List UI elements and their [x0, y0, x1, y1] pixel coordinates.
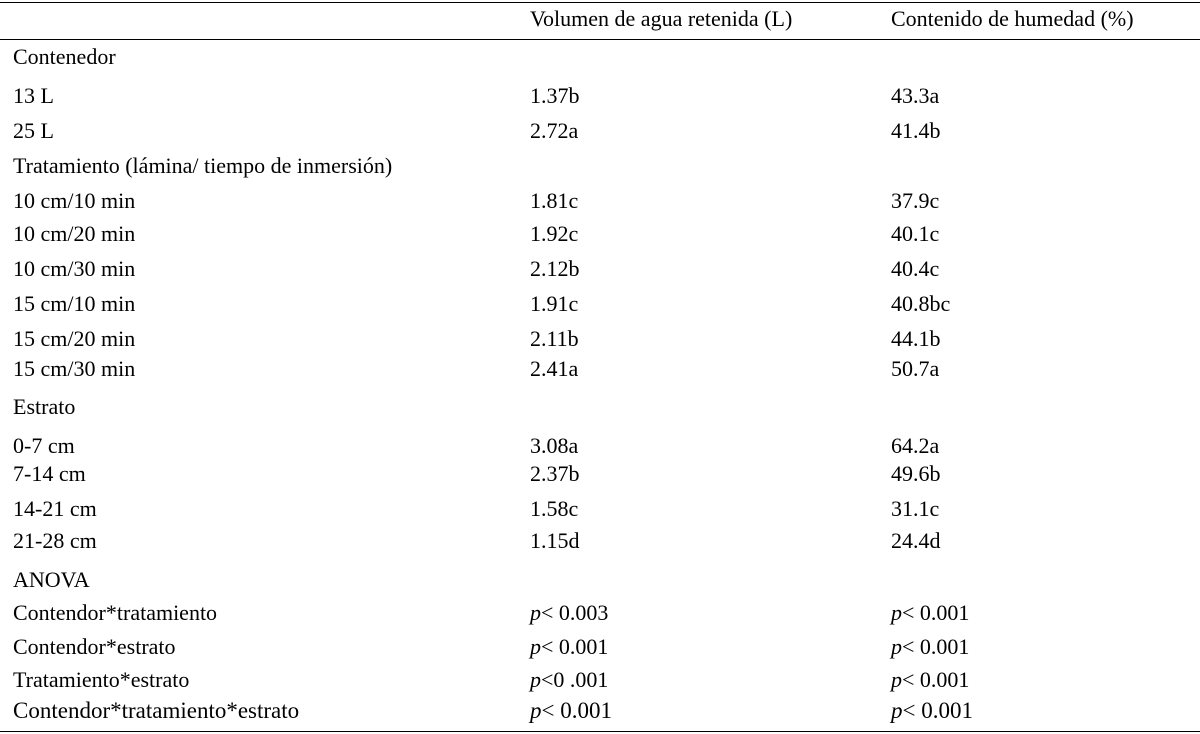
volumen-value [530, 699, 612, 723]
humedad-value: 49.6b [891, 461, 941, 486]
volumen-value [530, 635, 608, 659]
section-label: Contenedor [13, 44, 116, 69]
volumen-value: 1.15d [530, 528, 580, 553]
p-symbol: p [530, 698, 542, 723]
row-label: 14-21 cm [13, 496, 97, 521]
volumen-value: 1.92c [530, 221, 579, 246]
section-label: Estrato [13, 394, 76, 419]
p-value: < 0.001 [902, 600, 970, 625]
table-header-rule [0, 39, 1200, 40]
humedad-value: 40.4c [891, 256, 940, 281]
p-value: < 0.001 [541, 634, 609, 659]
p-symbol: p [891, 698, 903, 723]
p-value: < 0.001 [902, 634, 970, 659]
p-value: <0 .001 [541, 667, 609, 692]
humedad-value: 31.1c [891, 496, 940, 521]
p-symbol: p [530, 600, 541, 625]
row-label: Contendor*tratamiento*estrato [13, 698, 300, 723]
humedad-value: 64.2a [891, 433, 940, 458]
humedad-value [891, 635, 969, 659]
humedad-value: 37.9c [891, 188, 940, 213]
volumen-value [530, 668, 608, 692]
row-label: Tratamiento*estrato [13, 667, 190, 692]
volumen-value: 2.72a [530, 118, 579, 143]
row-label: Contendor*tratamiento [13, 600, 218, 625]
p-value: < 0.001 [541, 698, 612, 723]
volumen-value: 1.81c [530, 188, 579, 213]
p-symbol: p [891, 634, 902, 659]
p-symbol: p [891, 600, 902, 625]
humedad-value: 44.1b [891, 326, 941, 351]
p-symbol: p [530, 667, 541, 692]
p-value: < 0.001 [902, 667, 970, 692]
humedad-value: 24.4d [891, 528, 941, 553]
humedad-value [891, 668, 969, 692]
row-label: 10 cm/10 min [13, 188, 136, 213]
table-top-rule [0, 2, 1200, 3]
row-label: 10 cm/30 min [13, 256, 136, 281]
row-label: 13 L [13, 83, 54, 108]
volumen-value: 1.58c [530, 496, 579, 521]
volumen-value [530, 601, 608, 625]
volumen-value: 1.91c [530, 291, 579, 316]
row-label: 15 cm/20 min [13, 326, 136, 351]
p-symbol: p [891, 667, 902, 692]
humedad-value [891, 601, 969, 625]
humedad-value: 40.8bc [891, 291, 951, 316]
table-bottom-rule [0, 731, 1200, 732]
header-volumen-agua: Volumen de agua retenida (L) [530, 6, 793, 31]
p-symbol: p [530, 634, 541, 659]
volumen-value: 2.37b [530, 461, 580, 486]
p-value: < 0.003 [541, 600, 609, 625]
volumen-value: 1.37b [530, 83, 580, 108]
section-label: ANOVA [13, 567, 90, 592]
section-label: Tratamiento (lámina/ tiempo de inmersión) [13, 153, 393, 178]
volumen-value: 2.41a [530, 356, 579, 381]
volumen-value: 2.11b [530, 326, 579, 351]
row-label: 7-14 cm [13, 461, 86, 486]
row-label: 21-28 cm [13, 528, 97, 553]
row-label: Contendor*estrato [13, 634, 176, 659]
header-contenido-humedad: Contenido de humedad (%) [891, 6, 1134, 31]
row-label: 0-7 cm [13, 433, 75, 458]
humedad-value: 50.7a [891, 356, 940, 381]
volumen-value: 3.08a [530, 433, 579, 458]
humedad-value: 41.4b [891, 118, 941, 143]
humedad-value: 43.3a [891, 83, 940, 108]
humedad-value: 40.1c [891, 221, 940, 246]
volumen-value: 2.12b [530, 256, 580, 281]
humedad-value [891, 699, 973, 723]
row-label: 25 L [13, 118, 54, 143]
row-label: 15 cm/30 min [13, 356, 136, 381]
p-value: < 0.001 [902, 698, 973, 723]
row-label: 15 cm/10 min [13, 291, 136, 316]
row-label: 10 cm/20 min [13, 221, 136, 246]
